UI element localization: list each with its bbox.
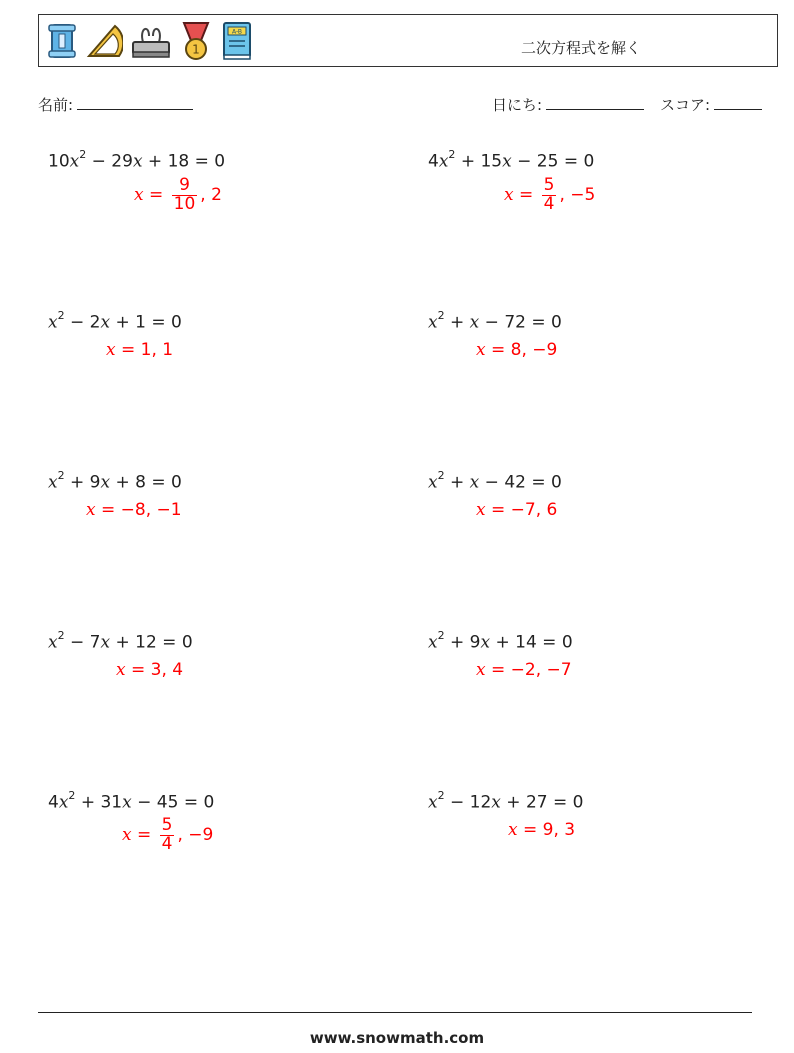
answer: x = 1, 1 [106, 340, 174, 360]
footer-divider [38, 1012, 752, 1013]
date-blank[interactable] [546, 95, 644, 110]
problem-item [428, 150, 594, 172]
answer: x = $\frac{5}{4}$ , −5 [504, 175, 596, 214]
fraction: $\frac{5}{4}$ [543, 175, 555, 214]
score-field [660, 94, 762, 115]
book-cover-text: A-B [231, 28, 243, 36]
problem-item [48, 150, 225, 172]
problem-item [48, 791, 214, 813]
book-icon [221, 21, 253, 61]
date-label: 日にち: [492, 96, 543, 114]
date-field [492, 94, 644, 115]
answer: x = 8, −9 [476, 340, 558, 360]
medal-number: 1 [192, 42, 200, 57]
equation: $x^2 + x - 42 = 0$ [428, 469, 562, 493]
problem-item [428, 631, 573, 653]
equation: $10x^2 - 29x + 18 = 0$ [48, 148, 226, 172]
equation: $4x^2 + 31x - 45 = 0$ [48, 789, 215, 813]
worksheet-title: 二次方程式を解く [521, 39, 642, 57]
answer: x = −8, −1 [86, 500, 182, 520]
footer-url[interactable]: www.snowmath.com [309, 1029, 485, 1047]
worksheet-header [38, 14, 778, 67]
problem-item [428, 311, 562, 333]
answer: x = $\frac{9}{10}$ , 2 [134, 175, 222, 214]
medal-icon [179, 21, 213, 61]
problem-item [48, 631, 193, 653]
equation: $x^2 + 9x + 14 = 0$ [428, 629, 573, 653]
pencil-sharpener-icon [47, 22, 77, 60]
fraction: $\frac{5}{4}$ [161, 815, 173, 854]
problem-item [48, 471, 182, 493]
equation: $4x^2 + 15x - 25 = 0$ [428, 148, 595, 172]
equation: $x^2 - 7x + 12 = 0$ [48, 629, 193, 653]
problem-item [428, 791, 583, 813]
equation: $x^2 - 12x + 27 = 0$ [428, 789, 584, 813]
fraction: $\frac{9}{10}$ [173, 175, 196, 214]
name-label: 名前: [38, 96, 74, 114]
answer: x = 9, 3 [508, 820, 576, 840]
answer: x = −7, 6 [476, 500, 558, 520]
score-label: スコア: [660, 96, 711, 114]
equation: $x^2 + x - 72 = 0$ [428, 309, 562, 333]
binder-clip-icon [131, 22, 171, 60]
problem-item [48, 311, 182, 333]
protractor-icon [85, 22, 123, 60]
answer: x = 3, 4 [116, 660, 184, 680]
name-field [38, 94, 193, 115]
icon-strip [47, 21, 253, 61]
answer: x = $\frac{5}{4}$ , −9 [122, 815, 214, 854]
equation: $x^2 + 9x + 8 = 0$ [48, 469, 182, 493]
name-blank[interactable] [77, 95, 193, 110]
answer: x = −2, −7 [476, 660, 572, 680]
problem-item [428, 471, 562, 493]
equation: $x^2 - 2x + 1 = 0$ [48, 309, 182, 333]
score-blank[interactable] [714, 95, 762, 110]
